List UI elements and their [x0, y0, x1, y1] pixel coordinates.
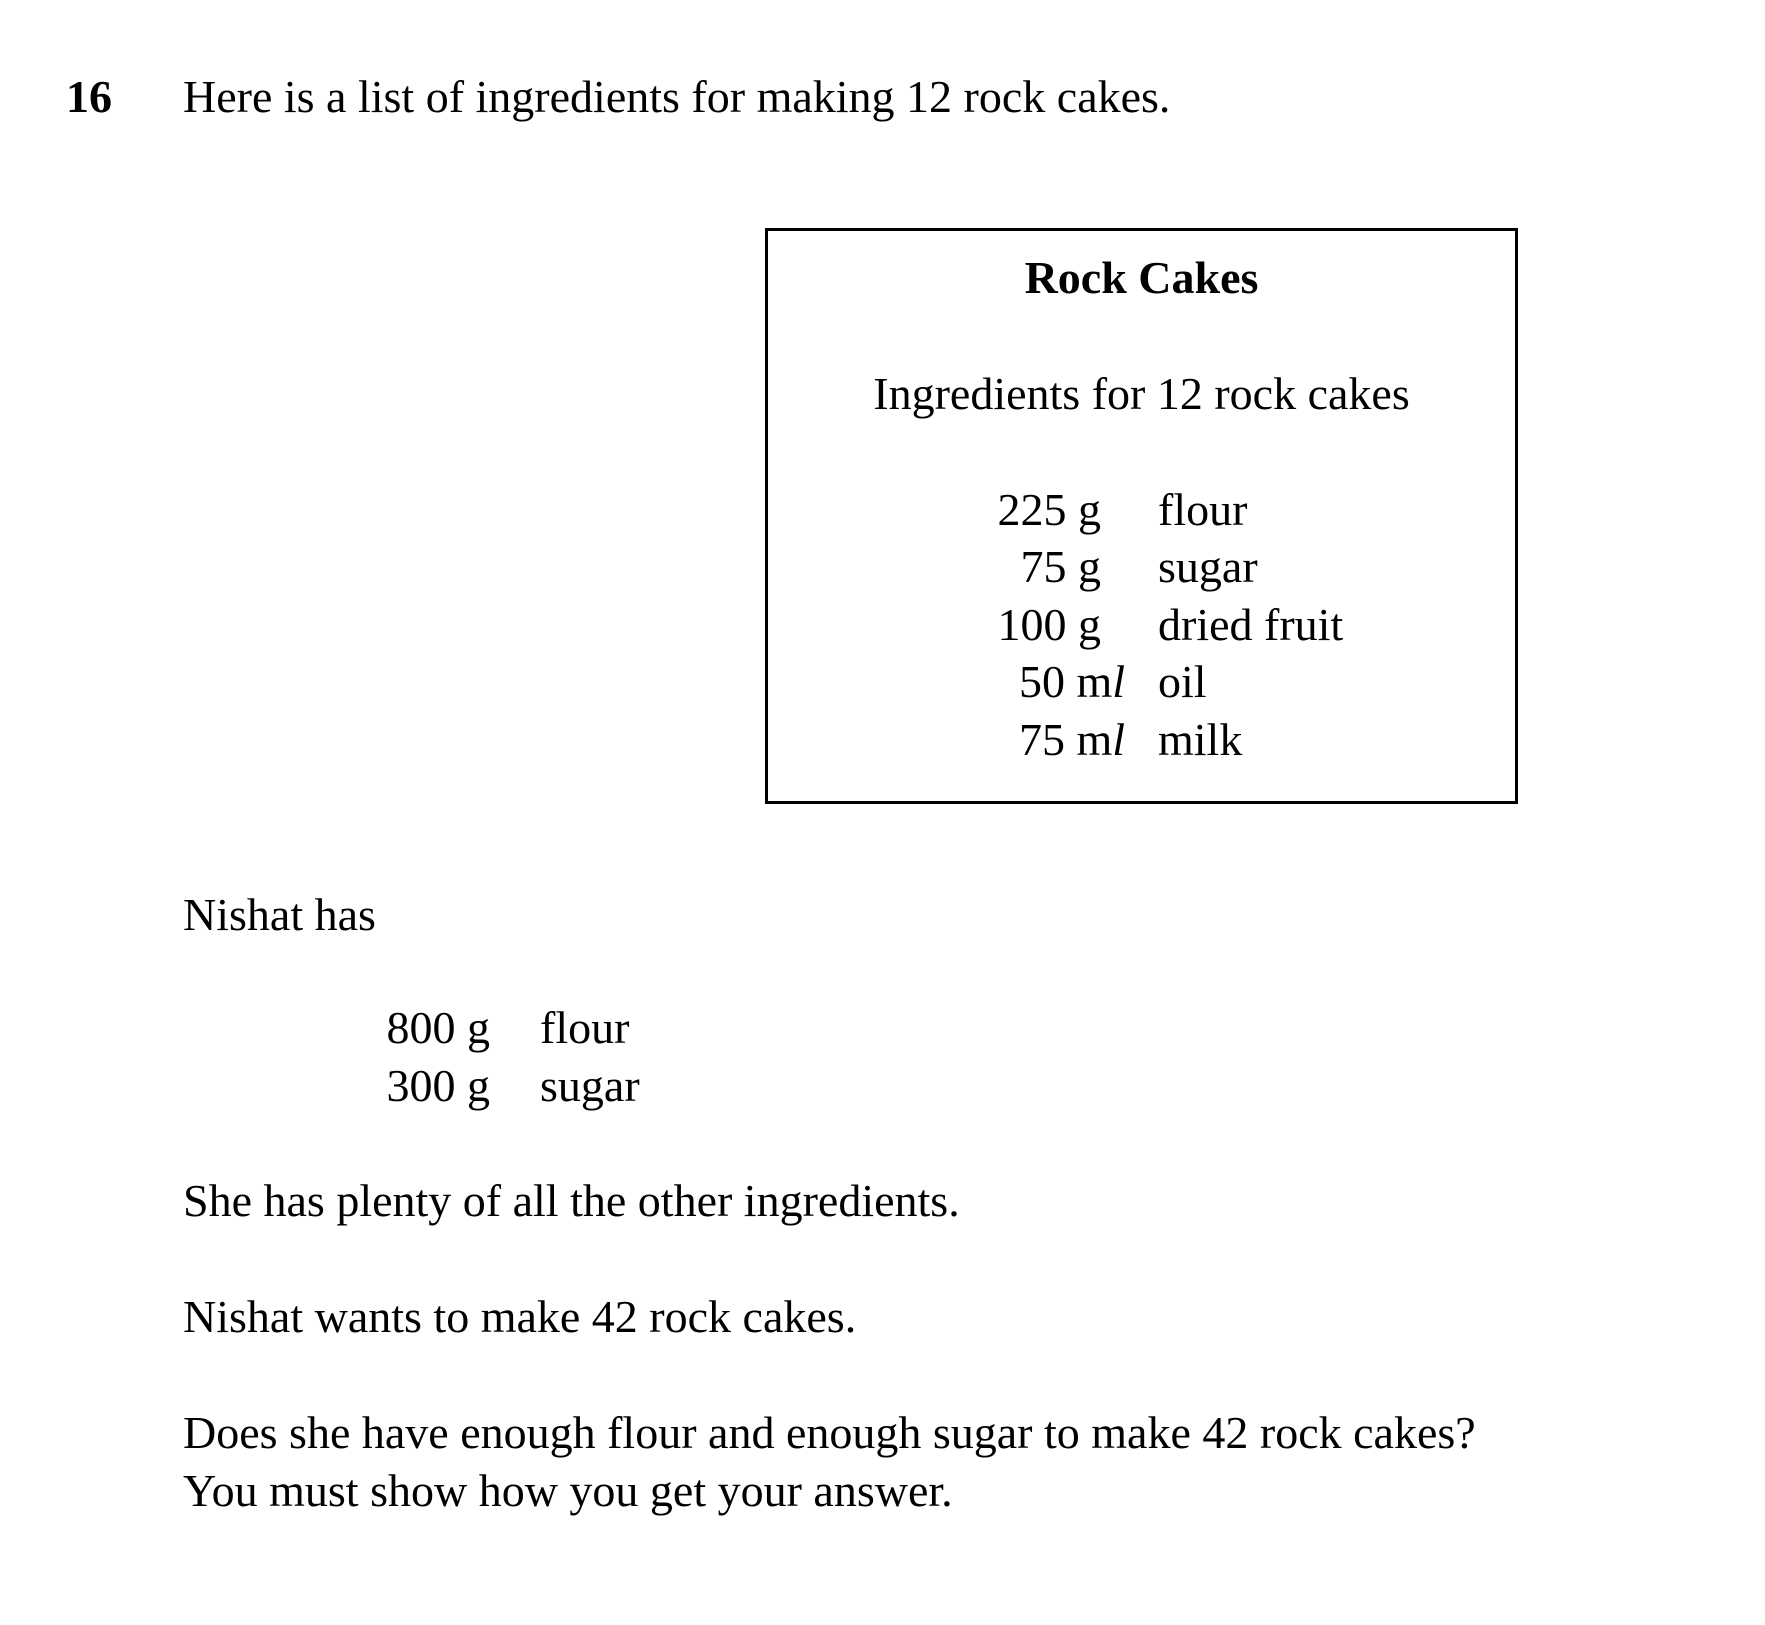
ingredient-quantity: 100 g: [997, 599, 1101, 650]
recipe-title: Rock Cakes: [1024, 252, 1259, 303]
ingredient-quantity: 50 ml: [1018, 656, 1125, 707]
question-prompt-line-1: Does she have enough flour and enough sugar to make 42 rock cakes?: [183, 1407, 1476, 1458]
ingredient-name: flour: [1158, 484, 1248, 535]
ingredient-name: dried fruit: [1158, 599, 1344, 650]
nishat-item-quantity: 300 g: [386, 1060, 490, 1111]
ingredient-quantity: 75 g: [1020, 541, 1101, 592]
ingredient-quantity: 75 ml: [1018, 714, 1125, 765]
question-prompt-line-2: You must show how you get your answer.: [183, 1465, 953, 1516]
nishat-has-label: Nishat has: [183, 889, 376, 940]
question-number: 16: [66, 71, 112, 122]
nishat-item-name: flour: [540, 1002, 630, 1053]
ingredient-name: milk: [1158, 714, 1243, 765]
plenty-text: She has plenty of all the other ingredients.: [183, 1175, 960, 1226]
wants-text: Nishat wants to make 42 rock cakes.: [183, 1291, 857, 1342]
nishat-item-name: sugar: [540, 1060, 640, 1111]
ingredient-name: oil: [1158, 656, 1207, 707]
nishat-item-quantity: 800 g: [386, 1002, 490, 1053]
nishat-item-row: [373, 1002, 773, 1055]
nishat-item-row: [373, 1060, 773, 1113]
ingredient-quantity: 225 g: [997, 484, 1101, 535]
recipe-subtitle: Ingredients for 12 rock cakes: [873, 368, 1410, 419]
ingredient-name: sugar: [1158, 541, 1258, 592]
question-intro: Here is a list of ingredients for making 12 rock cakes.: [183, 71, 1171, 122]
recipe-box: [765, 228, 1518, 804]
